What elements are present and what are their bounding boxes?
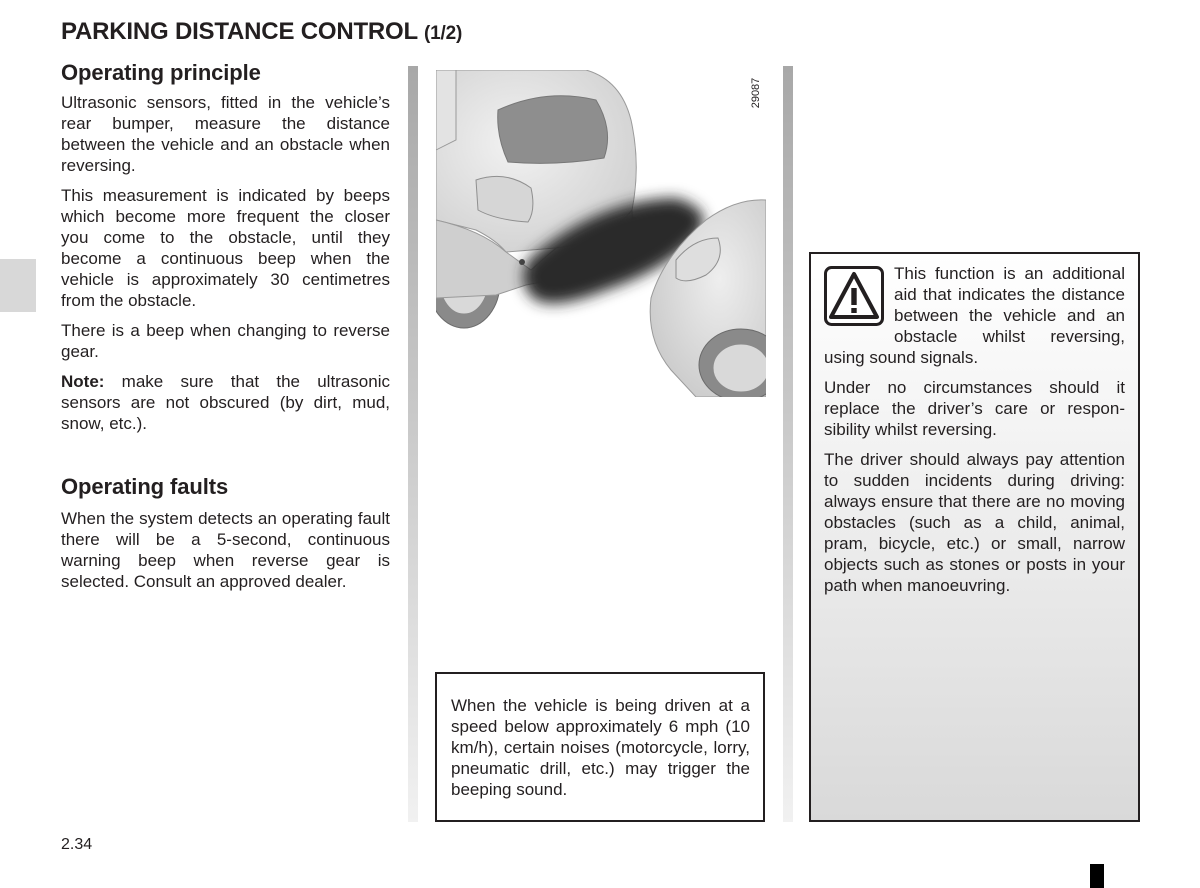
noise-note-box (435, 672, 765, 822)
figure-number: 29087 (750, 77, 762, 109)
note-label: Note: (61, 372, 105, 391)
chapter-tab (0, 259, 36, 312)
column-divider-right (783, 66, 793, 822)
noise-note-text: When the vehicle is being driven at a speed below approximately 6 mph (10 km/h), certain noises (motorcycle, lorry, pneumatic drill, etc.) may trigger the beeping sound. (451, 696, 750, 799)
paragraph-reverse-gear: There is a beep when changing to reverse gear. (61, 321, 390, 361)
page-title (61, 18, 462, 46)
note-text: make sure that the ultrasonic sensors are not obscured (by dirt, mud, snow, etc.). (61, 372, 390, 433)
left-column (61, 60, 390, 592)
paragraph-beeps: This measurement is indicated by beeps which become more frequent the closer you come to the obstacle, until they become a continuous beep when the vehicle is approximately 30 centimetres from the obstacle. (61, 186, 390, 310)
section-heading-operating-faults: Operating faults (61, 474, 229, 499)
parking-sensor-illustration (436, 70, 766, 397)
page-number: 2.34 (61, 836, 93, 853)
section-heading-operating-principle: Operating principle (61, 60, 261, 85)
paragraph-note (61, 371, 390, 434)
warning-paragraph-attention: The driver should always pay attention to sudden incidents during driving: always ensure that there are no moving obstacles (such as a child, animal, pram, bicycle, etc.) or small, narrow objects such as stones or posts in your path when manoeuvring. (824, 450, 1125, 595)
warning-triangle-icon (824, 266, 884, 326)
page-title-main: PARKING DISTANCE CONTROL (61, 18, 418, 45)
column-divider-left (408, 66, 418, 822)
warning-paragraph-aid: This function is an additional aid that indicates the distance between the vehicle and an obstacle whilst reversing, using sound signals. (824, 264, 1125, 367)
warning-paragraph-responsibility: Under no circumstances should it replace the driver’s care or responsibility whilst reversing. (824, 378, 1125, 439)
paragraph-faults: When the system detects an operating fault there will be a 5-second, continuous warning beep when reverse gear is selected. Consult an approved dealer. (61, 509, 390, 591)
warning-box (809, 252, 1140, 822)
paragraph-sensors: Ultrasonic sensors, fitted in the vehicle’s rear bumper, measure the distance between the vehicle and an obstacle when reversing. (61, 93, 390, 175)
page-edge-marker (1090, 864, 1104, 888)
page-title-part: (1/2) (424, 23, 463, 44)
